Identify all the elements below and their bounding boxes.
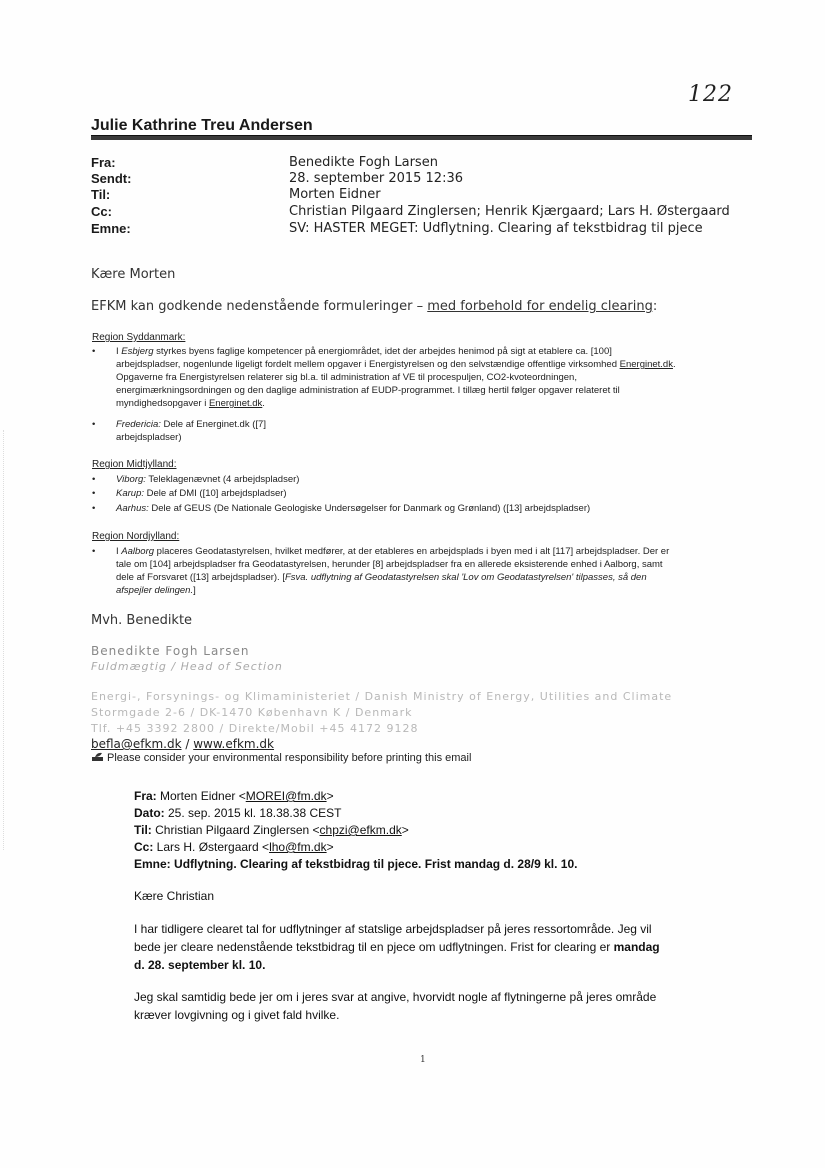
scan-edge-mark bbox=[3, 430, 5, 850]
energinet-link[interactable]: Energinet.dk bbox=[619, 359, 673, 370]
fwd-from-value: Morten Eidner < bbox=[156, 789, 246, 803]
approval-reservation: med forbehold for endelig clearing bbox=[427, 299, 653, 314]
esbjerg-line-5-end: . bbox=[262, 398, 265, 409]
approval-suffix: : bbox=[652, 299, 658, 314]
fredericia-line-2: arbejdspladser) bbox=[116, 432, 182, 443]
subject-value: SV: HASTER MEGET: Udflytning. Clearing af tekstbidrag til pjece bbox=[289, 221, 703, 236]
esbjerg-line-4: energimærkningsordningen og den daglige administration af EUDP-programmet. I tillæg hertil følger opgaver relateret til bbox=[116, 385, 620, 396]
signature-links bbox=[91, 737, 274, 751]
signature-web-link[interactable]: www.efkm.dk bbox=[193, 737, 275, 751]
fwd-cc-end: > bbox=[326, 840, 334, 854]
fwd-from bbox=[134, 789, 334, 803]
aarhus-text: Dele af GEUS (De Nationale Geologiske Undersøgelser for Danmark og Grønland) ([13] arbejdspladser) bbox=[148, 503, 591, 514]
from-value: Benedikte Fogh Larsen bbox=[289, 155, 438, 170]
fwd-p1-deadline: d. 28. september kl. 10. bbox=[134, 958, 266, 972]
signature-name: Benedikte Fogh Larsen bbox=[91, 644, 250, 658]
bullet-dot: • bbox=[92, 503, 96, 514]
fwd-to bbox=[134, 823, 409, 837]
signature-phone: Tlf. +45 3392 2800 / Direkte/Mobil +45 4172 9128 bbox=[91, 722, 419, 735]
esbjerg-line-2-end: . bbox=[672, 359, 676, 370]
aalborg-line-2: tale om [104] arbejdspladser fra Geodatastyrelsen, herunder [8] arbejdspladser fra en allerede eksisterende enhed i Aalborg, samt bbox=[116, 559, 663, 570]
fwd-p2-line-2: kræver lovgivning og i givet fald hvilke. bbox=[134, 1008, 340, 1022]
approval-prefix: EFKM kan godkende nedenstående formuleringer – bbox=[91, 299, 428, 314]
city-aarhus: Aarhus: bbox=[116, 503, 149, 514]
bullet-fredericia bbox=[92, 418, 772, 446]
signature-address: Stormgade 2-6 / DK-1470 København K / Denmark bbox=[91, 706, 413, 719]
fwd-paragraph-1 bbox=[134, 920, 754, 974]
fwd-to-label: Til: bbox=[134, 823, 152, 837]
header-rule bbox=[91, 135, 752, 140]
region-midtjylland-title: Region Midtjylland: bbox=[92, 459, 177, 470]
bullet-dot: • bbox=[92, 346, 96, 357]
fwd-cc-email[interactable]: lho@fm.dk bbox=[269, 840, 327, 854]
fwd-cc-value: Lars H. Østergaard < bbox=[153, 840, 270, 854]
fwd-subject-label: Emne: bbox=[134, 857, 171, 871]
to-value: Morten Eidner bbox=[289, 187, 381, 202]
bullet-aalborg: • I Aalborg placeres Geodatastyrelsen, hvilket medfører, at der etableres en arbejdsplads i byen med i alt [117] arbejdspladser. Der er tale om [104] arbejdspladser fra Geodatastyrelsen, herunder [8] arbejdspladser fra en allerede eksisterende enhed i Aalborg, samt dele af Forsvaret ([13] arbejdspladser). [Fsva. udflytning af Geodatastyrelsen skal 'Lov om Geodatastyrelsen' tilpasses, så den afspejler delingen.] bbox=[92, 546, 670, 596]
city-karup: Karup: bbox=[116, 488, 144, 499]
fwd-p1-line-2a: bede jer cleare nedenstående tekstbidrag til en pjece om udflytningen. Frist for clearing er bbox=[134, 940, 614, 954]
fwd-greeting: Kære Christian bbox=[134, 889, 215, 903]
aalborg-line-1: placeres Geodatastyrelsen, hvilket medfører, at der etableres en arbejdsplads i byen med i alt [117] arbejdspladser. Der er bbox=[154, 546, 670, 557]
fwd-from-end: > bbox=[326, 789, 334, 803]
fwd-date-value: 25. sep. 2015 kl. 18.38.38 CEST bbox=[164, 806, 342, 820]
signature-title: Fuldmægtig / Head of Section bbox=[91, 660, 283, 673]
energinet-link-2[interactable]: Energinet.dk bbox=[208, 398, 263, 409]
environment-note-text: Please consider your environmental responsibility before printing this email bbox=[107, 752, 472, 764]
fwd-paragraph-2 bbox=[134, 988, 754, 1024]
fwd-cc-label: Cc: bbox=[134, 840, 154, 854]
closing: Mvh. Benedikte bbox=[91, 613, 193, 628]
region-nordjylland-title: Region Nordjylland: bbox=[92, 531, 180, 542]
viborg-text: Teleklagenævnet (4 arbejdspladser) bbox=[145, 474, 300, 485]
fwd-date bbox=[134, 806, 341, 820]
bullet-dot: • bbox=[92, 474, 96, 485]
esbjerg-line-2: arbejdspladser, nogenlunde ligeligt fordelt mellem opgaver i Energistyrelsen og den selvstændige offentlige virksomhed bbox=[116, 359, 620, 370]
fwd-p1-line-1: I har tidligere clearet tal for udflytninger af statslige arbejdspladser på jeres ressortområde. Jeg vil bbox=[134, 922, 652, 936]
cc-value: Christian Pilgaard Zinglersen; Henrik Kjærgaard; Lars H. Østergaard bbox=[289, 204, 730, 219]
fwd-cc bbox=[134, 840, 334, 854]
to-label: Til: bbox=[91, 187, 111, 202]
region-syddanmark-title: Region Syddanmark: bbox=[92, 332, 186, 343]
aalborg-bracket: ] bbox=[193, 585, 196, 596]
bullet-dot: • bbox=[92, 488, 96, 499]
fredericia-line-1: Dele af Energinet.dk ([7] bbox=[160, 419, 266, 430]
city-esbjerg: Esbjerg bbox=[121, 346, 154, 357]
fwd-p2-line-1: Jeg skal samtidig bede jer om i jeres svar at angive, hvorvidt nogle af flytningerne på jeres område bbox=[134, 990, 657, 1004]
bullet-viborg bbox=[92, 473, 772, 487]
aalborg-note-end: afspejler delingen. bbox=[116, 585, 194, 596]
bullet-dot: • bbox=[92, 419, 96, 430]
fwd-from-email[interactable]: MOREI@fm.dk bbox=[245, 789, 327, 803]
fwd-date-label: Dato: bbox=[134, 806, 165, 820]
printer-leaf-icon bbox=[91, 752, 104, 762]
environment-note bbox=[91, 752, 471, 764]
handwritten-page-mark: 122 bbox=[688, 82, 733, 107]
esbjerg-line-3: Opgaverne fra Energistyrelsen relaterer sig bl.a. til administration af VE til procespuljen, CO2-kvoteordningen, bbox=[116, 372, 577, 383]
fwd-to-email[interactable]: chpzi@efkm.dk bbox=[319, 823, 402, 837]
fwd-subject-value: Udflytning. Clearing af tekstbidrag til pjece. Frist mandag d. 28/9 kl. 10. bbox=[170, 857, 578, 871]
greeting: Kære Morten bbox=[91, 267, 176, 282]
signature-ministry: Energi-, Forsynings- og Klimaministeriet / Danish Ministry of Energy, Utilities and Climate bbox=[91, 690, 673, 703]
aalborg-note: Fsva. udflytning af Geodatastyrelsen skal 'Lov om Geodatastyrelsen' tilpasses, så den bbox=[284, 572, 647, 583]
from-label: Fra: bbox=[91, 155, 116, 170]
city-viborg: Viborg: bbox=[116, 474, 146, 485]
aalborg-line-3: dele af Forsvaret ([13] arbejdspladser). [ bbox=[116, 572, 285, 583]
cc-label: Cc: bbox=[91, 204, 112, 219]
bullet-aarhus bbox=[92, 502, 792, 516]
city-fredericia: Fredericia: bbox=[116, 419, 161, 430]
fwd-to-value: Christian Pilgaard Zinglersen < bbox=[151, 823, 320, 837]
fwd-to-end: > bbox=[401, 823, 409, 837]
mailbox-owner-name: Julie Kathrine Treu Andersen bbox=[91, 117, 313, 134]
bullet-esbjerg: • I Esbjerg styrkes byens faglige kompetencer på energiområdet, idet der arbejdes henimod på sigt at etablere ca. [100] arbejdspladser, nogenlunde ligeligt fordelt mellem opgaver i Energistyrelsen og den selvstændige offentlige virksomhed Energinet.dk. Opgaverne fra Energistyrelsen relaterer sig bl.a. til administration af VE til procespuljen, CO2-kvoteordningen, energimærkningsordningen og den daglige administration af EUDP-programmet. I tillæg hertil følger opgaver relateret til myndighedsopgaver i Energinet.dk. bbox=[92, 346, 676, 409]
page-number: 1 bbox=[420, 1055, 426, 1065]
city-aalborg: Aalborg bbox=[121, 546, 155, 557]
signature-separator: / bbox=[181, 737, 194, 751]
fwd-subject bbox=[134, 857, 577, 871]
esbjerg-line-5: myndighedsopgaver i bbox=[116, 398, 209, 409]
approval-statement bbox=[91, 299, 657, 314]
subject-label: Emne: bbox=[91, 221, 131, 236]
signature-email-link[interactable]: befla@efkm.dk bbox=[91, 737, 182, 751]
sent-value: 28. september 2015 12:36 bbox=[289, 171, 463, 186]
fwd-from-label: Fra: bbox=[134, 789, 157, 803]
fwd-p1-deadline-day: mandag bbox=[613, 940, 660, 954]
esbjerg-line-1: styrkes byens faglige kompetencer på energiområdet, idet der arbejdes henimod på sigt at etablere ca. [100] bbox=[153, 346, 612, 357]
sent-label: Sendt: bbox=[91, 171, 132, 186]
karup-text: Dele af DMI ([10] arbejdspladser) bbox=[144, 488, 287, 499]
bullet-karup bbox=[92, 487, 772, 501]
fwd-p1-line-2 bbox=[134, 938, 754, 956]
bullet-dot: • bbox=[92, 546, 96, 557]
